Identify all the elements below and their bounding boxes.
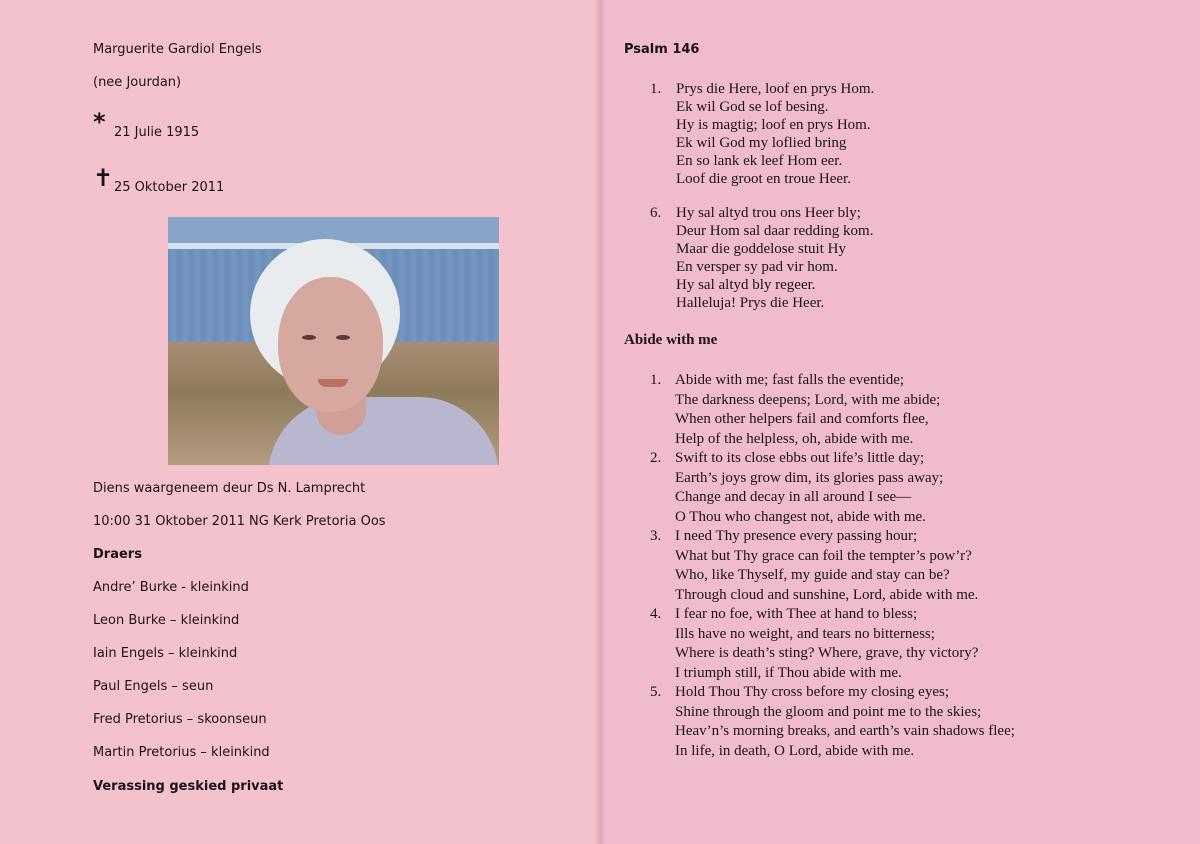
verse-line: Hold Thou Thy cross before my closing eyes; [675, 684, 949, 700]
verse-line: Who, like Thyself, my guide and stay can be? [675, 567, 950, 583]
verse-line: I triumph still, if Thou abide with me. [675, 664, 902, 681]
portrait-photo [168, 217, 499, 465]
verse-line: When other helpers fail and comforts flee, [675, 411, 929, 427]
verse-line: Ek wil God se lof besing. [676, 99, 829, 115]
bearer-item: Iain Engels – kleinkind [93, 646, 238, 661]
verse-line: Hy sal altyd bly regeer. [676, 277, 816, 293]
hymn-verse [675, 683, 1015, 761]
hymn-verse [675, 527, 978, 605]
verse-line: Where is death’s sting? Where, grave, thy victory? [675, 645, 979, 661]
verse-line: Abide with me; fast falls the eventide; [675, 372, 905, 388]
verse-line: Prys die Here, loof en prys Hom. [676, 81, 875, 97]
verse-line: Maar die goddelose stuit Hy [676, 241, 846, 257]
verse-line: Earth’s joys grow dim, its glories pass away; [675, 469, 944, 486]
hymn-verse [675, 449, 943, 527]
verse-line: Help of the helpless, oh, abide with me. [675, 430, 914, 447]
verse-line: In life, in death, O Lord, abide with me. [675, 742, 915, 759]
verse-line: The darkness deepens; Lord, with me abide; [675, 391, 941, 408]
verse-line: Swift to its close ebbs out life’s little day; [675, 450, 925, 466]
page-fold [594, 0, 606, 844]
verse-number: 1. [650, 81, 662, 97]
death-date: 25 Oktober 2011 [114, 180, 225, 195]
verse-line: Through cloud and sunshine, Lord, abide with me. [675, 586, 979, 603]
verse-line: Halleluja! Prys die Heer. [676, 295, 825, 311]
deceased-name: Marguerite Gardiol Engels [93, 42, 262, 57]
maiden-name: (nee Jourdan) [93, 75, 182, 90]
psalm-title: Psalm 146 [624, 42, 700, 57]
psalm-verse [676, 80, 874, 188]
verse-number: 5. [650, 684, 662, 700]
verse-line: What but Thy grace can foil the tempter’s pow’r? [675, 547, 972, 564]
verse-line: Hy is magtig; loof en prys Hom. [676, 117, 871, 133]
bearer-item: Fred Pretorius – skoonseun [93, 712, 267, 727]
service-officiant: Diens waargeneem deur Ds N. Lamprecht [93, 481, 366, 496]
birth-asterisk-icon: * [93, 108, 106, 136]
bearer-item: Andre’ Burke - kleinkind [93, 580, 249, 595]
bearer-item: Martin Pretorius – kleinkind [93, 745, 270, 760]
hymn-verse [675, 605, 978, 683]
verse-number: 3. [650, 528, 662, 544]
verse-number: 4. [650, 606, 662, 622]
verse-line: I fear no foe, with Thee at hand to bless; [675, 606, 918, 622]
verse-line: O Thou who changest not, abide with me. [675, 508, 926, 525]
service-time-place: 10:00 31 Oktober 2011 NG Kerk Pretoria Oos [93, 514, 386, 529]
psalm-verse [676, 204, 873, 312]
verse-line: I need Thy presence every passing hour; [675, 528, 918, 544]
cremation-note: Verassing geskied privaat [93, 779, 284, 794]
cross-icon: ✝ [93, 164, 114, 192]
verse-line: Ek wil God my loflied bring [676, 135, 847, 151]
hymn-title: Abide with me [624, 332, 718, 348]
verse-line: Change and decay in all around I see— [675, 489, 912, 505]
verse-line: En so lank ek leef Hom eer. [676, 153, 843, 169]
verse-line: Ills have no weight, and tears no bitterness; [675, 625, 935, 642]
verse-number: 6. [650, 205, 662, 221]
birth-date: 21 Julie 1915 [114, 125, 200, 140]
verse-number: 1. [650, 372, 662, 388]
verse-line: Deur Hom sal daar redding kom. [676, 223, 874, 239]
hymn-verse [675, 371, 940, 449]
bearer-item: Leon Burke – kleinkind [93, 613, 240, 628]
verse-line: Shine through the gloom and point me to the skies; [675, 703, 982, 720]
verse-line: Loof die groot en troue Heer. [676, 171, 851, 187]
bearers-heading: Draers [93, 547, 142, 562]
verse-line: Heav’n’s morning breaks, and earth’s vain shadows flee; [675, 723, 1015, 739]
verse-line: En versper sy pad vir hom. [676, 259, 838, 275]
verse-number: 2. [650, 450, 662, 466]
verse-line: Hy sal altyd trou ons Heer bly; [676, 205, 861, 221]
bearer-item: Paul Engels – seun [93, 679, 214, 694]
